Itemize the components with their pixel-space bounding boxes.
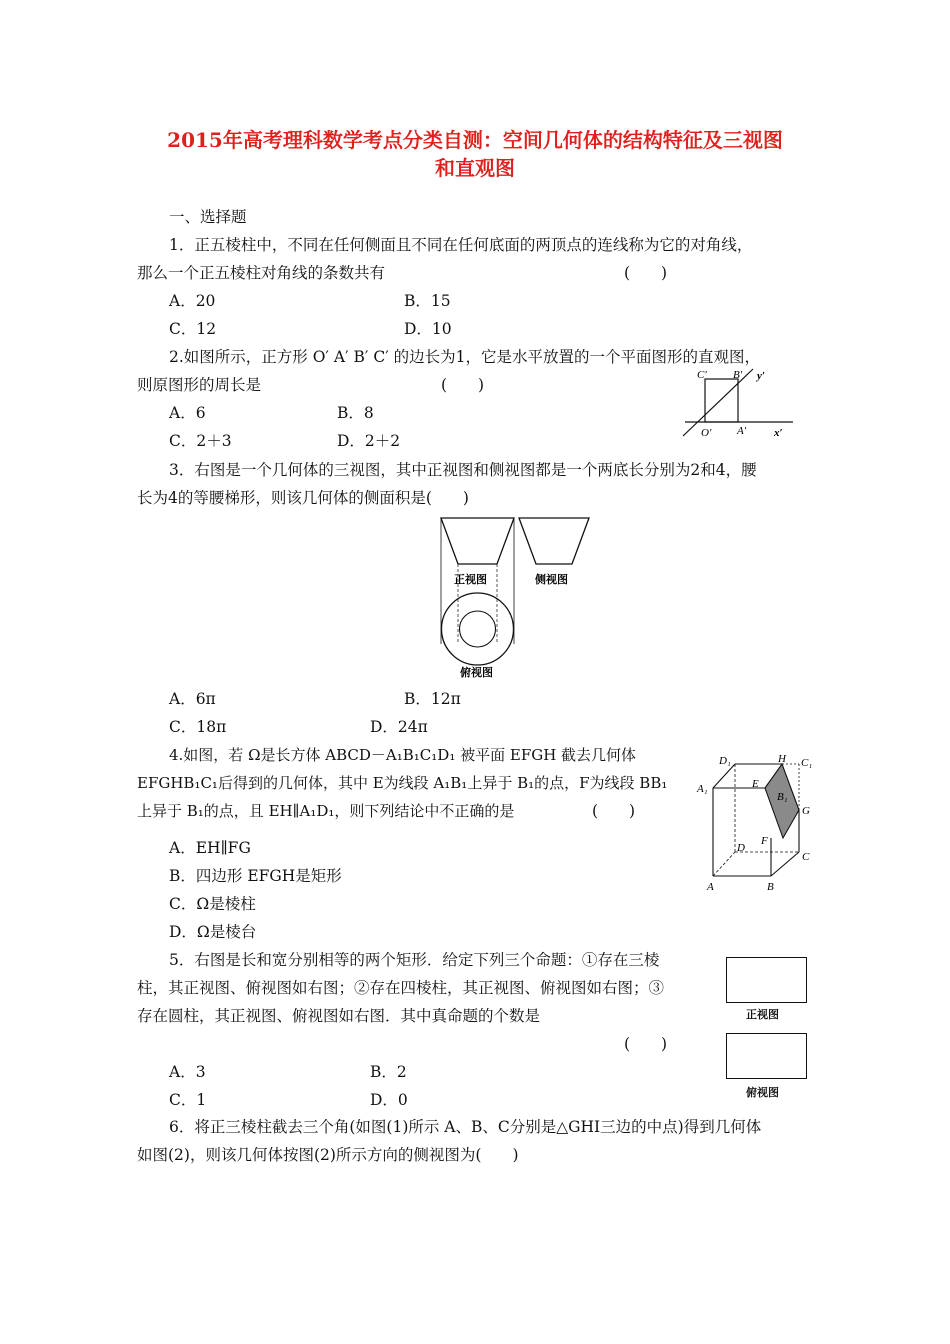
q2-oblique-square-figure <box>675 364 795 442</box>
q5-option-a: A．3 <box>169 1063 206 1081</box>
q1-line1: 1．正五棱柱中，不同在任何侧面且不同在任何底面的两顶点的连线称为它的对角线， <box>169 236 753 254</box>
q3-option-c: C．18π <box>169 718 227 736</box>
q1-option-b: B．15 <box>404 292 451 310</box>
page-title: 2015年高考理科数学考点分类自测：空间几何体的结构特征及三视图 <box>167 128 783 152</box>
q5-line1: 5．右图是长和宽分别相等的两个矩形．给定下列三个命题：①存在三棱 <box>169 951 660 969</box>
top-view-inner-circle <box>460 611 496 647</box>
side-view-trapezoid <box>519 518 589 564</box>
edge-bc <box>771 852 799 876</box>
q2-answer-paren: ( ) <box>441 376 485 394</box>
q5-line3: 存在圆柱，其正视图、俯视图如右图．其中真命题的个数是 <box>137 1007 541 1025</box>
q4-line3: 上异于 B₁的点，且 EH∥A₁D₁，则下列结论中不正确的是 <box>137 802 515 820</box>
q3-line2: 长为4的等腰梯形，则该几何体的侧面积是( ) <box>137 489 469 507</box>
q3-option-d: D．24π <box>370 718 428 736</box>
q1-answer-paren: ( ) <box>624 264 668 282</box>
q3-option-a: A．6π <box>169 690 216 708</box>
q4-option-a: A．EH∥FG <box>169 839 251 857</box>
edge-a1d1 <box>713 764 735 788</box>
label-x-prime: x′ <box>774 427 783 439</box>
label-a1: A₁ <box>697 783 708 795</box>
q1-option-a: A．20 <box>169 292 216 310</box>
q4-answer-paren: ( ) <box>592 802 636 820</box>
label-b1: B₁ <box>777 791 788 803</box>
q2-option-b: B．8 <box>337 404 374 422</box>
q4-cuboid-figure <box>695 752 825 900</box>
label-c-prime: C′ <box>697 369 707 381</box>
front-view-label: 正视图 <box>454 574 487 586</box>
edge-ad <box>713 852 735 876</box>
q3-line1: 3．右图是一个几何体的三视图，其中正视图和侧视图都是一个两底长分别为2和4，腰 <box>169 461 757 479</box>
label-c: C <box>802 851 810 863</box>
q1-option-d: D．10 <box>404 320 452 338</box>
q5-front-view-label: 正视图 <box>746 1008 779 1021</box>
q5-line2: 柱，其正视图、俯视图如右图；②存在四棱柱，其正视图、俯视图如右图；③ <box>137 979 665 997</box>
square-oabc <box>705 379 738 422</box>
q5-answer-paren: ( ) <box>624 1035 668 1053</box>
label-f: F <box>761 835 768 847</box>
q5-option-c: C．1 <box>169 1091 207 1109</box>
front-view-trapezoid <box>441 518 514 564</box>
label-a: A <box>707 881 714 893</box>
q5-option-b: B．2 <box>370 1063 407 1081</box>
page-title-line2: 和直观图 <box>435 156 515 180</box>
q3-three-view-figure <box>430 512 595 682</box>
label-e: E <box>752 778 759 790</box>
label-a-prime: A′ <box>737 425 747 437</box>
q2-option-c: C．2＋3 <box>169 432 232 450</box>
q2-line2: 则原图形的周长是 <box>137 376 262 394</box>
q2-option-d: D．2＋2 <box>337 432 401 450</box>
q6-line1: 6．将正三棱柱截去三个角(如图(1)所示 A、B、C分别是△GHI三边的中点)得到几何体 <box>169 1118 762 1136</box>
side-view-label: 侧视图 <box>535 574 568 586</box>
label-c1: C₁ <box>801 757 813 769</box>
q1-option-c: C．12 <box>169 320 217 338</box>
q5-top-view-rect <box>726 1033 807 1079</box>
label-b: B <box>767 881 774 893</box>
q5-front-view-rect <box>726 957 807 1003</box>
label-b-prime: B′ <box>733 369 743 381</box>
q4-option-b: B．四边形 EFGH是矩形 <box>169 867 342 885</box>
q4-line1: 4.如图，若 Ω是长方体 ABCD－A₁B₁C₁D₁ 被平面 EFGH 截去几何体 <box>169 746 637 764</box>
label-d1: D₁ <box>719 755 731 767</box>
label-h: H <box>778 753 786 765</box>
q4-option-d: D．Ω是棱台 <box>169 923 257 941</box>
label-y-prime: y′ <box>757 370 765 382</box>
q1-line2: 那么一个正五棱柱对角线的条数共有 <box>137 264 386 282</box>
label-o-prime: O′ <box>701 427 712 439</box>
q5-top-view-label: 俯视图 <box>746 1086 779 1099</box>
label-g: G <box>802 805 810 817</box>
q6-line2: 如图(2)，则该几何体按图(2)所示方向的侧视图为( ) <box>137 1146 519 1164</box>
section-heading: 一、选择题 <box>169 208 247 226</box>
label-d: D <box>737 842 745 854</box>
top-view-label: 俯视图 <box>460 667 493 679</box>
top-view-outer-circle <box>442 593 514 665</box>
q2-option-a: A．6 <box>169 404 206 422</box>
q2-line1: 2.如图所示，正方形 O′ A′ B′ C′ 的边长为1，它是水平放置的一个平面图形的直观图， <box>169 348 761 366</box>
q4-option-c: C．Ω是棱柱 <box>169 895 256 913</box>
q4-line2: EFGHB₁C₁后得到的几何体，其中 E为线段 A₁B₁上异于 B₁的点，F为线段 BB₁ <box>137 774 668 792</box>
q5-option-d: D．0 <box>370 1091 408 1109</box>
q3-option-b: B．12π <box>404 690 461 708</box>
